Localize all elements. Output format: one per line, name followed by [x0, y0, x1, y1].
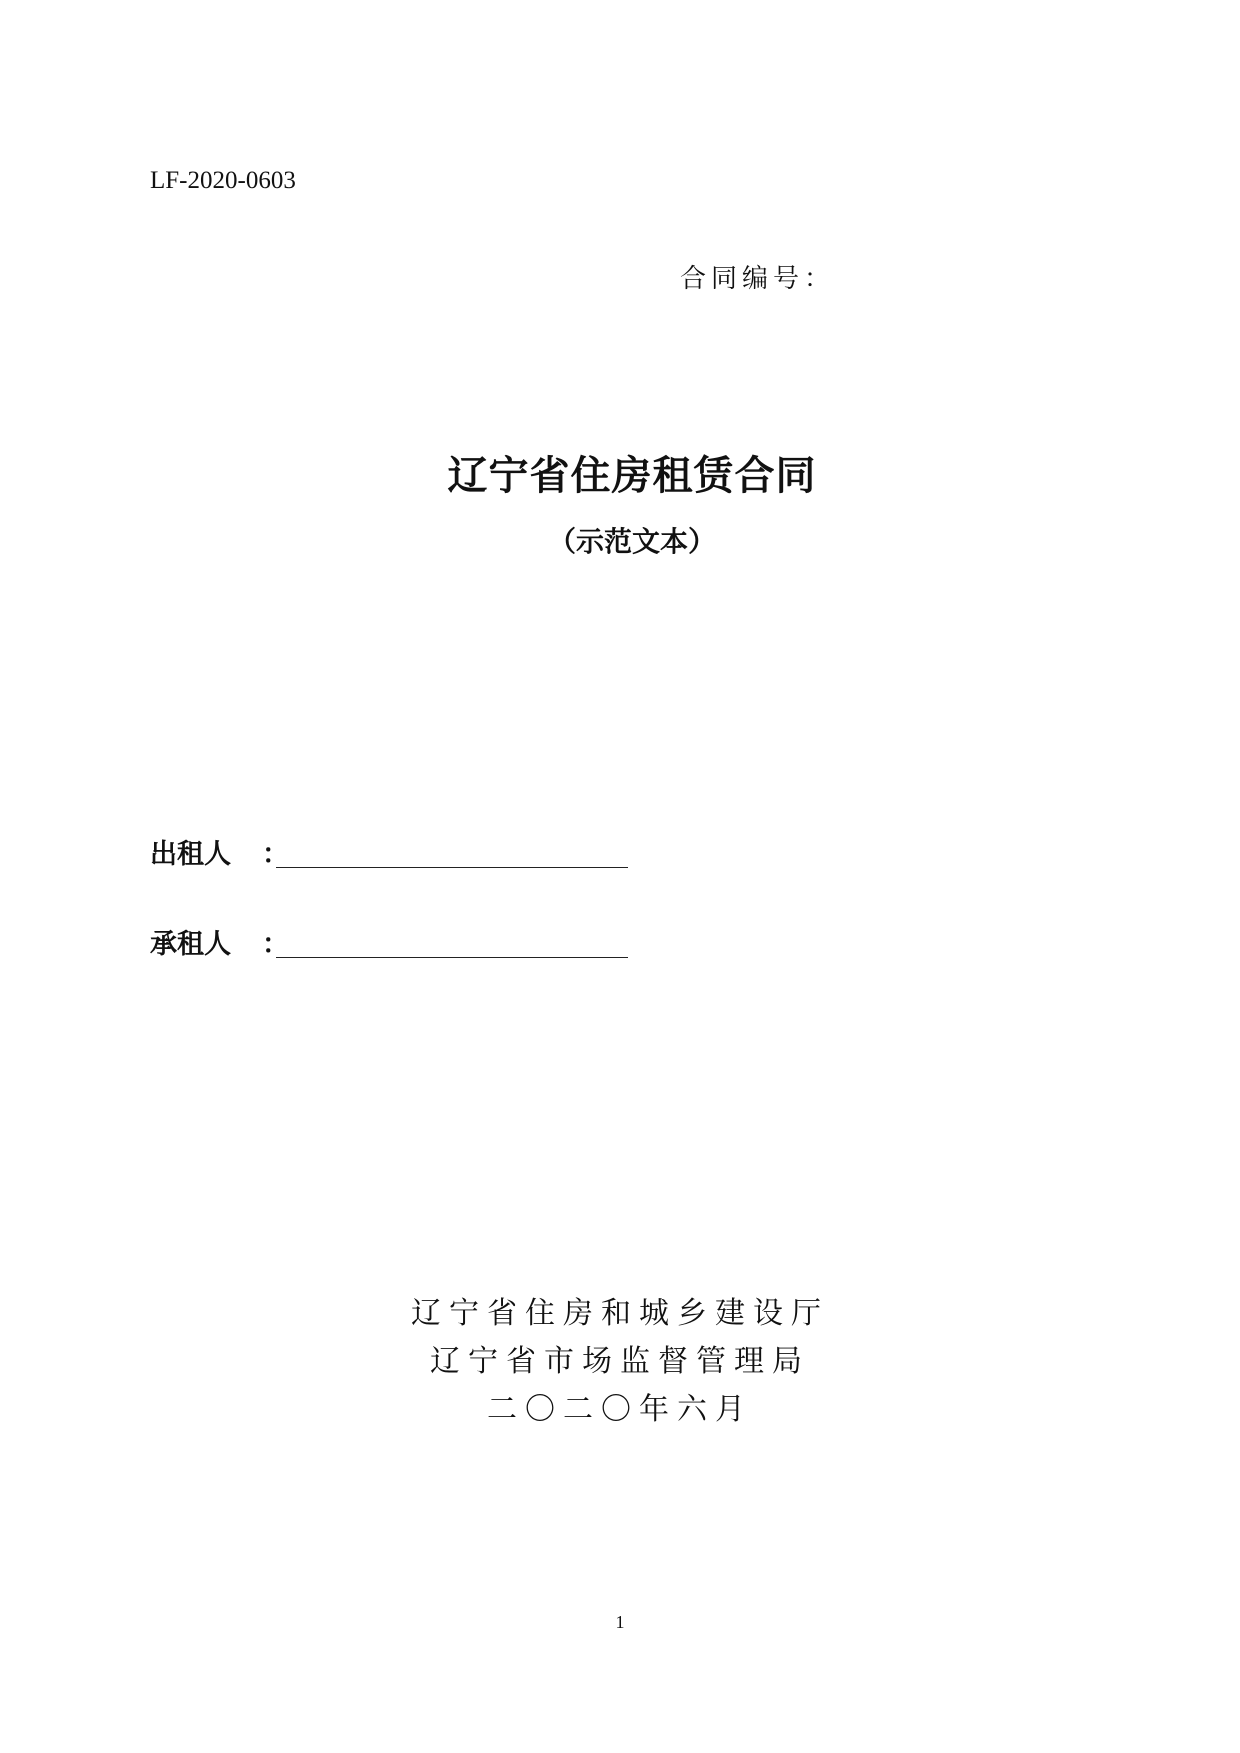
issue-date: 二〇二〇年六月	[487, 1392, 753, 1427]
document-code: LF-2020-0603	[150, 167, 296, 194]
lessor-colon: ：	[262, 839, 289, 870]
document-subtitle: （示范文本）	[547, 525, 716, 558]
lessor-row	[150, 834, 628, 874]
lessee-colon: ：	[262, 929, 289, 960]
issuer-market-regulation-bureau: 辽宁省市场监督管理局	[430, 1344, 810, 1379]
lessor-label: 出租人	[150, 839, 231, 870]
contract-number-label: 合同编号：	[680, 264, 836, 294]
lessee-row	[150, 924, 628, 964]
lessor-blank-line	[276, 867, 628, 868]
lessee-label: 承租人	[150, 929, 231, 960]
issuer-housing-department: 辽宁省住房和城乡建设厅	[411, 1296, 829, 1331]
lessee-blank-line	[276, 957, 628, 958]
page-number: 1	[615, 1612, 625, 1632]
document-title: 辽宁省住房租赁合同	[447, 453, 817, 499]
